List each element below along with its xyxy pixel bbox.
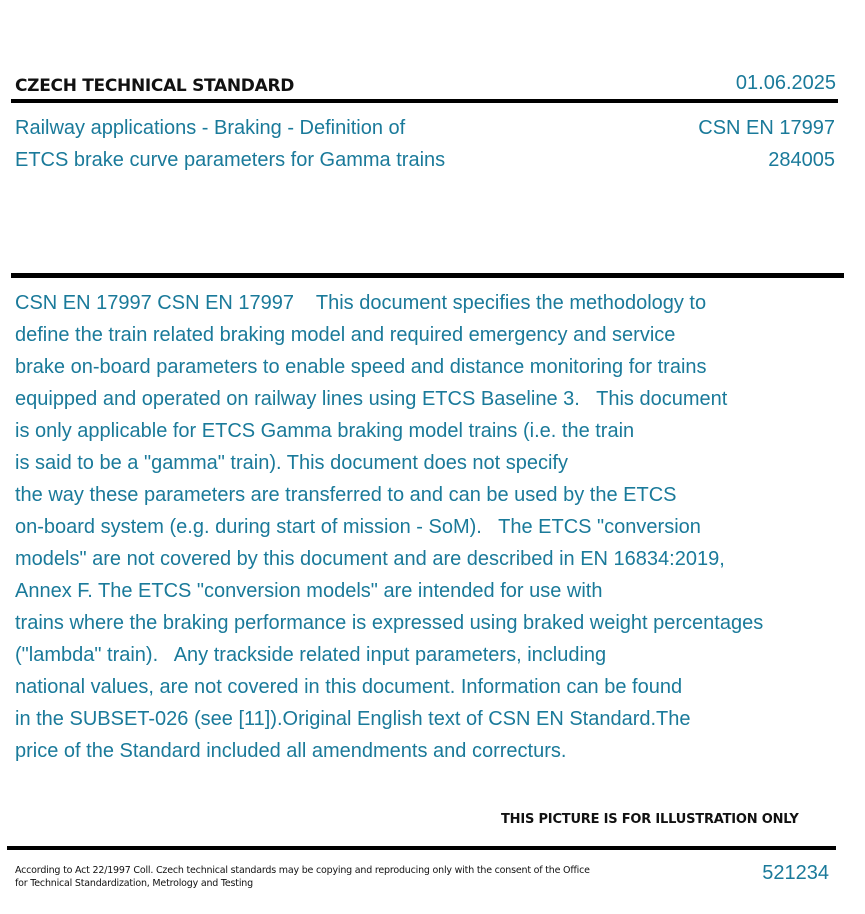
title-line-2: ETCS brake curve parameters for Gamma trains xyxy=(15,149,446,171)
header-divider xyxy=(11,99,838,103)
abstract-line: price of the Standard included all amendments and correcturs. xyxy=(15,740,567,762)
abstract-line: national values, are not covered in this document. Information can be found xyxy=(15,676,683,698)
abstract-line: on-board system (e.g. during start of mission - SoM). The ETCS "conversion xyxy=(15,516,701,538)
footer-divider xyxy=(7,846,836,850)
abstract-line: is said to be a "gamma" train). This document does not specify xyxy=(15,452,568,474)
abstract-line: Annex F. The ETCS "conversion models" are intended for use with xyxy=(15,580,603,602)
footer-number: 521234 xyxy=(762,862,829,884)
abstract-line: ("lambda" train). Any trackside related input parameters, including xyxy=(15,644,607,666)
standard-code: CSN EN 17997 xyxy=(698,117,835,139)
illustration-disclaimer: THIS PICTURE IS FOR ILLUSTRATION ONLY xyxy=(501,812,799,827)
abstract-line: CSN EN 17997 CSN EN 17997 This document specifies the methodology to xyxy=(15,292,707,314)
standard-type-heading: CZECH TECHNICAL STANDARD xyxy=(15,76,295,96)
abstract-line: trains where the braking performance is expressed using braked weight percentages xyxy=(15,612,764,634)
legal-notice xyxy=(15,864,590,890)
abstract-line: models" are not covered by this document and are described in EN 16834:2019, xyxy=(15,548,725,570)
title-divider xyxy=(11,273,844,278)
abstract-line: equipped and operated on railway lines using ETCS Baseline 3. This document xyxy=(15,388,728,410)
legal-notice-line-1: According to Act 22/1997 Coll. Czech technical standards may be copying and reproducing only with the consent of the Office xyxy=(15,865,590,876)
legal-notice-line-2: for Technical Standardization, Metrology and Testing xyxy=(15,878,253,889)
catalog-number: 284005 xyxy=(768,149,835,171)
abstract-line: the way these parameters are transferred to and can be used by the ETCS xyxy=(15,484,677,506)
abstract-line: brake on-board parameters to enable speed and distance monitoring for trains xyxy=(15,356,707,378)
publication-date: 01.06.2025 xyxy=(735,72,836,94)
abstract-line: in the SUBSET-026 (see [11]).Original English text of CSN EN Standard.The xyxy=(15,708,691,730)
abstract-line: is only applicable for ETCS Gamma braking model trains (i.e. the train xyxy=(15,420,635,442)
title-line-1: Railway applications - Braking - Definition of xyxy=(15,117,406,139)
abstract-line: define the train related braking model and required emergency and service xyxy=(15,324,676,346)
